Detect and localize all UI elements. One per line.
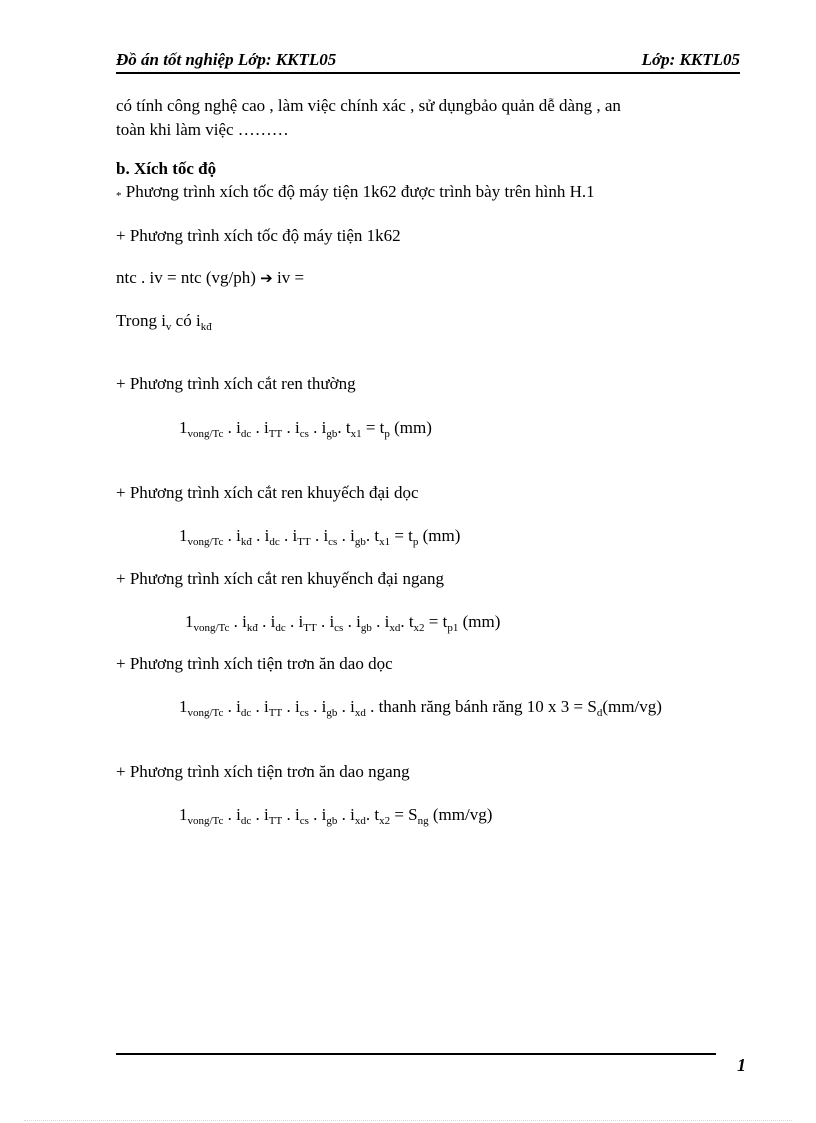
formula-subscript: TT xyxy=(268,428,283,440)
formula-subscript: cs xyxy=(299,815,309,827)
formula-subscript: cs xyxy=(299,707,309,719)
formula-subscript: dc xyxy=(240,707,252,719)
formula-text: . i xyxy=(337,805,355,824)
thread-cross-heading: + Phương trình xích cắt ren khuyếnch đại ngang xyxy=(116,569,445,588)
trong-line xyxy=(116,311,212,331)
formula-subscript: x1 xyxy=(350,428,362,440)
intro-line-1: có tính công nghệ cao , làm việc chính xác , sử dụngbảo quản dễ dàng , an xyxy=(116,96,621,115)
formula-text: (mm/vg) xyxy=(602,697,662,716)
formula-text: . i xyxy=(337,697,355,716)
formula-subscript: xd xyxy=(354,815,366,827)
formula-subscript: TT xyxy=(297,536,311,548)
formula-subscript: gb xyxy=(326,707,338,719)
formula-subscript: d xyxy=(596,707,603,719)
formula-text: = t xyxy=(361,418,385,437)
feed-long-heading: + Phương trình xích tiện trơn ăn dao dọc xyxy=(116,654,393,673)
formula-text: . i xyxy=(223,526,241,545)
formula-text: . i xyxy=(229,612,247,631)
formula-text: . i xyxy=(337,526,355,545)
section-title: b. Xích tốc độ xyxy=(116,159,217,178)
feed-long-formula xyxy=(179,697,662,717)
bullet-text: Phương trình xích tốc độ máy tiện 1k62 được trình bày trên hình H.1 xyxy=(121,182,595,201)
intro-line-2: toàn khi làm việc ……… xyxy=(116,120,289,139)
formula-text: . t xyxy=(337,418,351,437)
formula-text: 1 xyxy=(179,805,188,824)
thread-normal-heading: + Phương trình xích cắt ren thường xyxy=(116,374,356,393)
formula-text: . i xyxy=(251,697,269,716)
formula-text: . i xyxy=(279,526,298,545)
formula-text: . i xyxy=(285,612,304,631)
formula-text: . i xyxy=(251,526,270,545)
trong-sub-kd: kđ xyxy=(200,321,212,333)
formula-text: . i xyxy=(343,612,361,631)
formula-text: . i xyxy=(308,418,327,437)
formula-subscript: TT xyxy=(268,815,283,827)
formula-text: . i xyxy=(282,418,300,437)
formula-subscript: dc xyxy=(275,622,286,634)
formula-subscript: xd xyxy=(389,622,401,634)
formula-text: . i xyxy=(282,697,300,716)
formula-subscript: vong/Tc xyxy=(187,707,224,719)
formula-subscript: dc xyxy=(240,815,252,827)
formula-subscript: x2 xyxy=(379,815,391,827)
header-title: Đồ án tốt nghiệp Lớp: KKTL05 xyxy=(116,50,337,69)
formula-text: . t xyxy=(365,526,380,545)
formula-subscript: TT xyxy=(268,707,283,719)
formula-subscript: dc xyxy=(269,536,280,548)
formula-subscript: gb xyxy=(354,536,366,548)
feed-cross-formula xyxy=(179,805,492,825)
formula-subscript: p xyxy=(412,536,419,548)
formula-text: = t xyxy=(424,612,448,631)
formula-subscript: cs xyxy=(299,428,309,440)
formula-subscript: gb xyxy=(326,428,338,440)
formula-text: (mm) xyxy=(458,612,501,631)
formula-subscript: vong/Tc xyxy=(187,428,224,440)
formula-text: 1 xyxy=(179,697,188,716)
formula-text: . t xyxy=(365,805,380,824)
formula-text: 1 xyxy=(179,418,188,437)
formula-text: . i xyxy=(371,612,390,631)
formula-subscript: vong/Tc xyxy=(193,622,230,634)
formula-text: (mm) xyxy=(389,418,432,437)
formula-text: . i xyxy=(310,526,329,545)
speed-heading: + Phương trình xích tốc độ máy tiện 1k62 xyxy=(116,226,401,245)
formula-subscript: vong/Tc xyxy=(187,815,224,827)
bullet-line xyxy=(116,182,595,202)
formula-subscript: x2 xyxy=(413,622,425,634)
thread-long-heading: + Phương trình xích cắt ren khuyếch đại dọc xyxy=(116,483,419,502)
formula-subscript: kđ xyxy=(240,536,252,548)
formula-subscript: ng xyxy=(417,815,429,827)
formula-text: . i xyxy=(251,805,269,824)
formula-text: . i xyxy=(282,805,300,824)
formula-subscript: p xyxy=(384,428,390,440)
speed-equation xyxy=(116,268,304,288)
feed-cross-heading: + Phương trình xích tiện trơn ăn dao ngang xyxy=(116,762,410,781)
thread-normal-formula xyxy=(179,418,432,438)
formula-text: . i xyxy=(257,612,276,631)
arrow-right-icon: ➔ xyxy=(260,269,273,287)
formula-text: . t xyxy=(400,612,414,631)
formula-text: . i xyxy=(223,418,241,437)
formula-text: = S xyxy=(390,805,418,824)
formula-text: . i xyxy=(223,805,241,824)
trong-middle: có i xyxy=(171,311,201,330)
formula-text: (mm/vg) xyxy=(428,805,493,824)
formula-subscript: vong/Tc xyxy=(187,536,224,548)
formula-text: 1 xyxy=(179,526,188,545)
page-header xyxy=(116,50,740,74)
footer-rule xyxy=(116,1053,716,1055)
intro-paragraph xyxy=(116,94,734,142)
formula-text: 1 xyxy=(185,612,194,631)
formula-text: . i xyxy=(316,612,335,631)
formula-text: = t xyxy=(390,526,413,545)
formula-text: . i xyxy=(308,805,327,824)
header-class: Lớp: KKTL05 xyxy=(641,50,740,69)
page-number: 1 xyxy=(737,1055,746,1075)
formula-subscript: p1 xyxy=(447,622,459,634)
formula-subscript: kđ xyxy=(246,622,258,634)
bullet-mark: * xyxy=(116,190,122,202)
formula-subscript: TT xyxy=(303,622,317,634)
trong-prefix: Trong i xyxy=(116,311,166,330)
thread-long-formula xyxy=(179,526,460,546)
speed-eq-rhs: iv = xyxy=(272,268,305,287)
formula-subscript: x1 xyxy=(379,536,391,548)
formula-subscript: cs xyxy=(328,536,338,548)
page-bottom-border xyxy=(24,1120,792,1121)
formula-subscript: dc xyxy=(240,428,252,440)
thread-cross-formula xyxy=(185,612,500,632)
formula-subscript: gb xyxy=(326,815,338,827)
formula-subscript: gb xyxy=(360,622,372,634)
formula-text: . i xyxy=(308,697,327,716)
formula-text: . i xyxy=(223,697,241,716)
formula-text: . i xyxy=(251,418,269,437)
trong-sub-v: v xyxy=(165,321,172,333)
formula-text: (mm) xyxy=(418,526,461,545)
formula-text: . thanh răng bánh răng 10 x 3 = S xyxy=(365,697,597,716)
speed-eq-lhs: ntc . iv = ntc (vg/ph) xyxy=(116,268,261,287)
formula-subscript: xd xyxy=(354,707,366,719)
formula-subscript: cs xyxy=(334,622,344,634)
